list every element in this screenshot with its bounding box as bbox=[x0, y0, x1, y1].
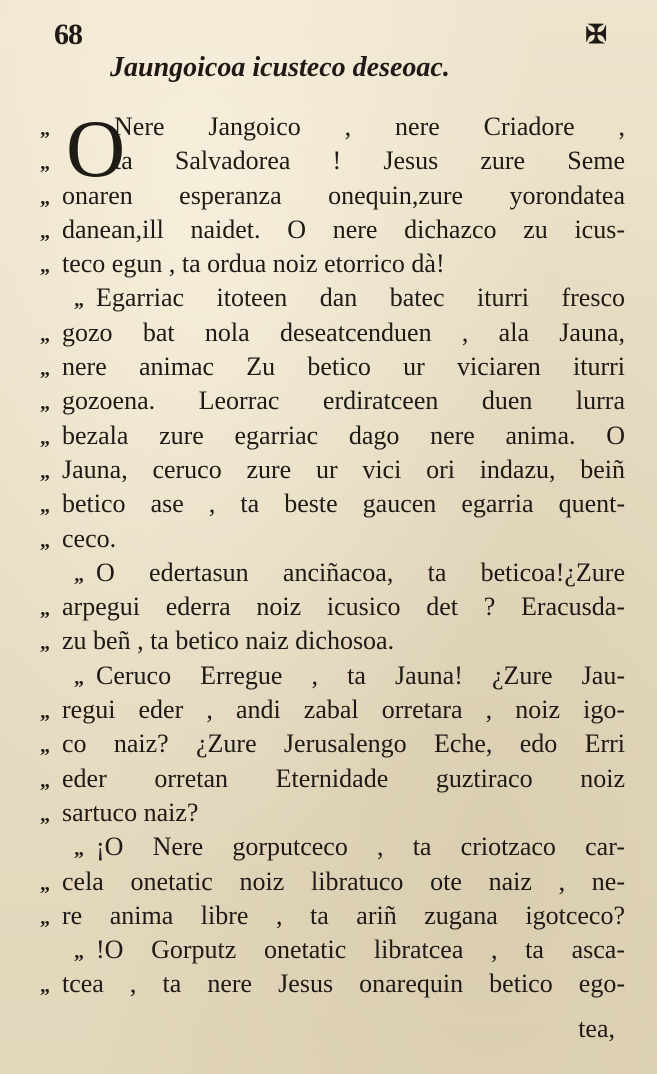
quote-marker: „ bbox=[40, 872, 47, 895]
text-line: „ nere animac Zu betico ur viciaren iturri bbox=[40, 350, 625, 384]
quote-marker: „ bbox=[40, 632, 47, 655]
quote-marker: „ bbox=[40, 460, 47, 483]
text-line: „ Ceruco Erregue , ta Jauna! ¿Zure Jau- bbox=[40, 659, 625, 693]
quote-marker: „ bbox=[40, 975, 47, 998]
text-line: „ O edertasun anciñacoa, ta beticoa!¿Zure bbox=[40, 556, 625, 590]
text-line: „ teco egun , ta ordua noiz etorrico dà! bbox=[40, 247, 625, 281]
quote-marker: „ bbox=[40, 220, 47, 243]
text-line: „ regui eder , andi zabal orretara , noiz igo- bbox=[40, 693, 625, 727]
text-line: „ !O Gorputz onetatic libratcea , ta asca- bbox=[40, 933, 625, 967]
text-line: „ gozo bat nola deseatcenduen , ala Jauna, bbox=[40, 316, 625, 350]
quote-marker: „ bbox=[40, 255, 47, 278]
quote-marker: „ bbox=[40, 323, 47, 346]
body-text bbox=[40, 103, 625, 1002]
text-line: „ bezala zure egarriac dago nere anima. O bbox=[40, 419, 625, 453]
quote-marker: „ bbox=[74, 666, 81, 689]
text-line: „ onaren esperanza onequin,zure yorondatea bbox=[40, 179, 625, 213]
quote-marker: „ bbox=[74, 838, 81, 861]
text-line: „ arpegui ederra noiz icusico det ? Eracusda- bbox=[40, 590, 625, 624]
quote-marker: „ bbox=[40, 769, 47, 792]
text-line: „ Egarriac itoteen dan batec iturri fresco bbox=[40, 281, 625, 315]
catchword: tea, bbox=[578, 1014, 615, 1043]
text-line: „ sartuco naiz? bbox=[40, 796, 625, 830]
quote-marker: „ bbox=[40, 358, 47, 381]
quote-marker: „ bbox=[74, 289, 81, 312]
quote-marker: „ bbox=[40, 529, 47, 552]
text-line: „ ta Salvadorea ! Jesus zure Seme bbox=[40, 144, 625, 178]
quote-marker: „ bbox=[40, 803, 47, 826]
quote-marker: „ bbox=[40, 598, 47, 621]
quote-marker: „ bbox=[40, 186, 47, 209]
text-line: „ re anima libre , ta ariñ zugana igotceco? bbox=[40, 899, 625, 933]
quote-marker: „ bbox=[40, 701, 47, 724]
ornament-icon: ✠ bbox=[585, 20, 607, 49]
text-line: „ Nere Jangoico , nere Criadore , bbox=[40, 110, 625, 144]
page-number: 68 bbox=[54, 18, 82, 51]
quote-marker: „ bbox=[40, 118, 47, 140]
quote-marker: „ bbox=[40, 495, 47, 518]
quote-marker: „ bbox=[74, 941, 81, 964]
text-line: „ cela onetatic noiz libratuco ote naiz , ne- bbox=[40, 865, 625, 899]
text-line: „ tcea , ta nere Jesus onarequin betico ego- bbox=[40, 967, 625, 1001]
text-line: „ zu beñ , ta betico naiz dichosoa. bbox=[40, 624, 625, 658]
quote-marker: „ bbox=[40, 392, 47, 415]
text-line: „ ceco. bbox=[40, 522, 625, 556]
text-line: „ gozoena. Leorrac erdiratceen duen lurra bbox=[40, 384, 625, 418]
text-line: „ ¡O Nere gorputceco , ta criotzaco car- bbox=[40, 830, 625, 864]
text-line: „ co naiz? ¿Zure Jerusalengo Eche, edo Erri bbox=[40, 727, 625, 761]
text-line: „ Jauna, ceruco zure ur vici ori indazu, beiñ bbox=[40, 453, 625, 487]
quote-marker: „ bbox=[40, 906, 47, 929]
running-head: Jaungoicoa icusteco deseoac. bbox=[110, 52, 450, 83]
text-line: „ eder orretan Eternidade guztiraco noiz bbox=[40, 762, 625, 796]
quote-marker: „ bbox=[40, 426, 47, 449]
quote-marker: „ bbox=[40, 152, 47, 175]
text-line: „ betico ase , ta beste gaucen egarria quent- bbox=[40, 487, 625, 521]
quote-marker: „ bbox=[74, 563, 81, 586]
quote-marker: „ bbox=[40, 735, 47, 758]
text-line: „ danean,ill naidet. O nere dichazco zu icus- bbox=[40, 213, 625, 247]
drop-cap: O bbox=[66, 103, 126, 194]
